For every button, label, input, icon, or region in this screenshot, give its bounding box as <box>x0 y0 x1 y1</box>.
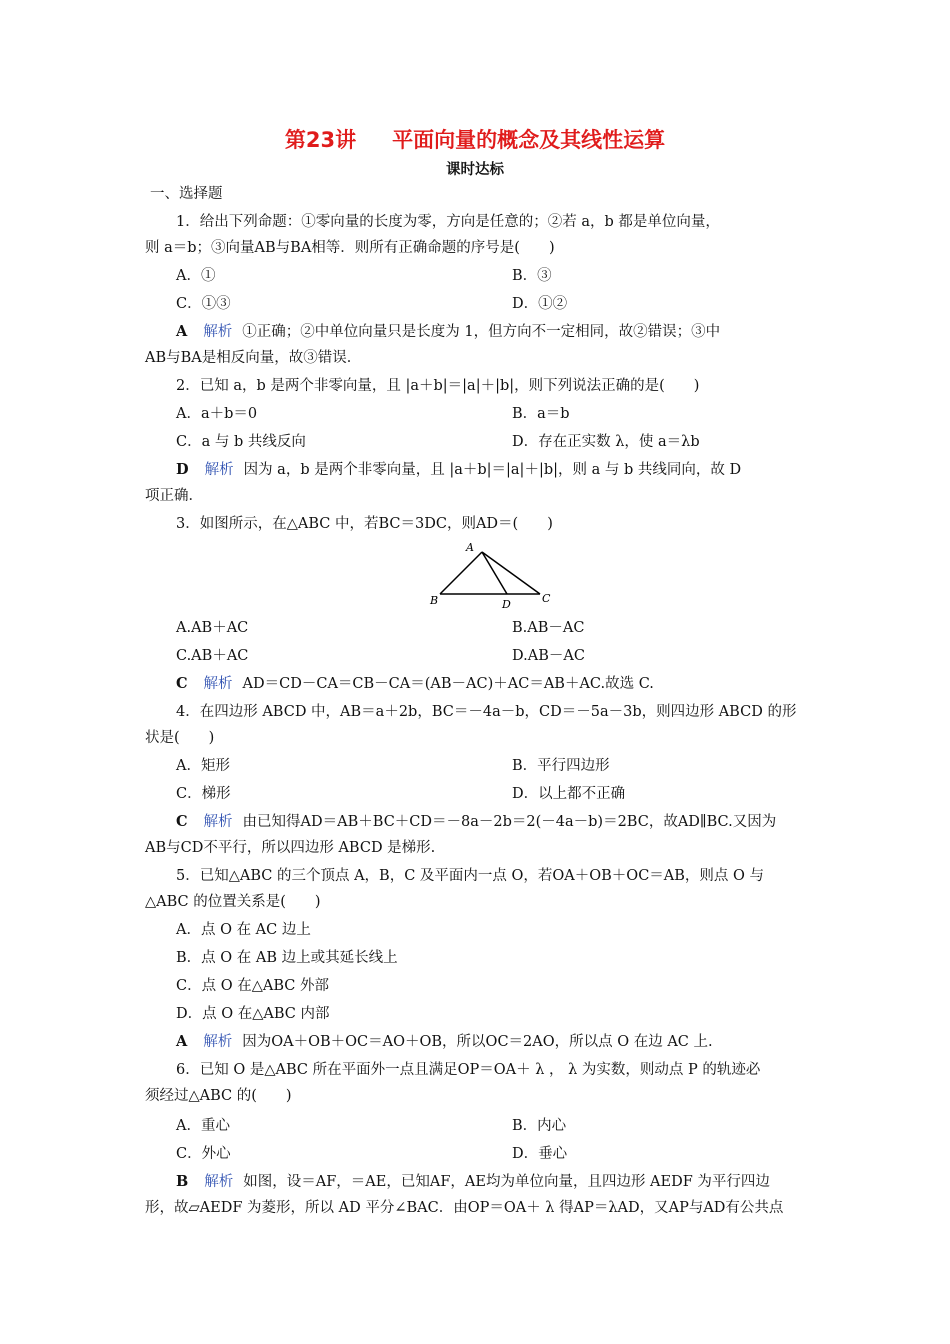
q2-analysis-line2: 项正确． <box>145 488 203 504</box>
q5-analysis-line1 <box>176 1032 713 1052</box>
q5-stem-line2: △ABC 的位置关系是( ) <box>145 894 321 910</box>
q4-analysis-line2: AB与CD不平行，所以四边形 ABCD 是梯形. <box>145 840 436 856</box>
q1-option-b: B．③ <box>512 268 552 284</box>
q1-analysis-text: ①正确；②中单位向量只是长度为 1，但方向不一定相同，故②错误；③中 <box>242 324 721 340</box>
q1-answer: A <box>176 323 188 340</box>
q5-option-b: B．点 O 在 AB 边上或其延长线上 <box>176 950 398 966</box>
q4-option-a: A．矩形 <box>176 758 230 774</box>
q3-option-b: B.AB－AC <box>512 620 585 636</box>
lecture-number: 第23讲 <box>284 128 357 152</box>
section-heading: 一、选择题 <box>150 186 223 202</box>
q6-analysis-line2: 形，故▱AEDF 为菱形，所以 AD 平分∠BAC．由OP＝OA＋ λ 得AP＝λAD，又AP与AD有公共点 <box>145 1200 784 1216</box>
q3-stem-line1: 3．如图所示，在△ABC 中，若BC＝3DC，则AD＝( ) <box>176 516 553 532</box>
q6-analysis-line1 <box>176 1172 770 1192</box>
q4-stem-line1: 4．在四边形 ABCD 中，AB＝a＋2b，BC＝－4a－b，CD＝－5a－3b，则四边形 ABCD 的形 <box>176 704 797 720</box>
q4-option-c: C．梯形 <box>176 786 231 802</box>
q2-answer: D <box>176 461 189 478</box>
q5-option-a: A．点 O 在 AC 边上 <box>176 922 311 938</box>
vertex-label-c: C <box>542 592 551 605</box>
q3-analysis-line1 <box>176 674 654 694</box>
q5-stem-line1: 5．已知△ABC 的三个顶点 A，B，C 及平面内一点 O，若OA＋OB＋OC＝AB，则点 O 与 <box>176 868 765 884</box>
q3-option-a: A.AB＋AC <box>176 620 249 636</box>
q5-analysis-text: 因为OA＋OB＋OC＝AO＋OB，所以OC＝2AO，所以点 O 在边 AC 上. <box>242 1034 713 1050</box>
side-ab <box>440 552 482 594</box>
triangle-figure <box>428 540 558 612</box>
q5-option-c: C．点 O 在△ABC 外部 <box>176 978 329 994</box>
q3-option-d: D.AB－AC <box>512 648 585 664</box>
q6-analysis-text: 如图，设＝AF，＝AE，已知AF，AE均为单位向量，且四边形 AEDF 为平行四边 <box>243 1174 770 1190</box>
q2-option-c: C．a 与 b 共线反向 <box>176 434 306 450</box>
q6-stem-line1: 6．已知 O 是△ABC 所在平面外一点且满足OP＝OA＋ λ ， λ 为实数，则动点 P 的轨迹必 <box>176 1062 761 1078</box>
q1-option-a: A．① <box>176 268 216 284</box>
q2-analysis-text: 因为 a，b 是两个非零向量，且 |a＋b|＝|a|＋|b|，则 a 与 b 共线同向，故 D <box>243 462 742 478</box>
q6-option-b: B．内心 <box>512 1118 567 1134</box>
q3-analysis-label: 解析 <box>203 676 233 692</box>
q2-option-a: A．a＋b＝0 <box>176 406 258 422</box>
q3-answer: C <box>176 675 188 692</box>
q6-stem-line2: 须经过△ABC 的( ) <box>145 1088 292 1104</box>
q1-analysis-line2: AB与BA是相反向量，故③错误． <box>145 350 362 366</box>
q6-option-c: C．外心 <box>176 1146 231 1162</box>
q5-option-d: D．点 O 在△ABC 内部 <box>176 1006 330 1022</box>
q4-stem-line2: 状是( ) <box>145 730 215 746</box>
side-ac <box>482 552 540 594</box>
q6-option-a: A．重心 <box>176 1118 230 1134</box>
q1-option-c: C．①③ <box>176 296 231 312</box>
segment-ad <box>482 552 507 594</box>
q2-stem-line1: 2．已知 a，b 是两个非零向量，且 |a＋b|＝|a|＋|b|，则下列说法正确的是( ) <box>176 378 700 394</box>
q6-analysis-label: 解析 <box>204 1174 234 1190</box>
q5-answer: A <box>176 1033 188 1050</box>
lecture-topic: 平面向量的概念及其线性运算 <box>392 128 666 152</box>
q5-analysis-label: 解析 <box>203 1034 233 1050</box>
q2-analysis-label: 解析 <box>204 462 234 478</box>
q1-option-d: D．①② <box>512 296 568 312</box>
q2-option-b: B．a＝b <box>512 406 570 422</box>
q1-analysis-line1 <box>176 322 720 342</box>
q4-analysis-text: 由已知得AD＝AB＋BC＋CD＝－8a－2b＝2(－4a－b)＝2BC，故AD∥BC.又因为 <box>242 814 777 830</box>
q3-option-c: C.AB＋AC <box>176 648 249 664</box>
q4-analysis-line1 <box>176 812 776 832</box>
q1-stem-line2: 则 a＝b；③向量AB与BA相等．则所有正确命题的序号是( ) <box>145 240 555 256</box>
q1-analysis-label: 解析 <box>203 324 233 340</box>
q2-analysis-line1 <box>176 460 741 480</box>
vertex-label-b: B <box>430 594 439 607</box>
q4-analysis-label: 解析 <box>203 814 233 830</box>
q1-stem-line1: 1．给出下列命题：①零向量的长度为零，方向是任意的；②若 a，b 都是单位向量， <box>176 214 720 230</box>
q4-option-d: D．以上都不正确 <box>512 786 626 802</box>
q4-option-b: B．平行四边形 <box>512 758 610 774</box>
page-title <box>0 124 950 154</box>
page-subtitle: 课时达标 <box>446 162 504 178</box>
q6-answer: B <box>176 1173 189 1190</box>
vertex-label-a: A <box>466 541 474 554</box>
q4-answer: C <box>176 813 188 830</box>
q2-option-d: D．存在正实数 λ，使 a＝λb <box>512 434 700 450</box>
q6-option-d: D．垂心 <box>512 1146 568 1162</box>
q3-analysis-text: AD＝CD－CA＝CB－CA＝(AB－AC)＋AC＝AB＋AC.故选 C. <box>242 676 654 692</box>
vertex-label-d: D <box>502 598 511 611</box>
